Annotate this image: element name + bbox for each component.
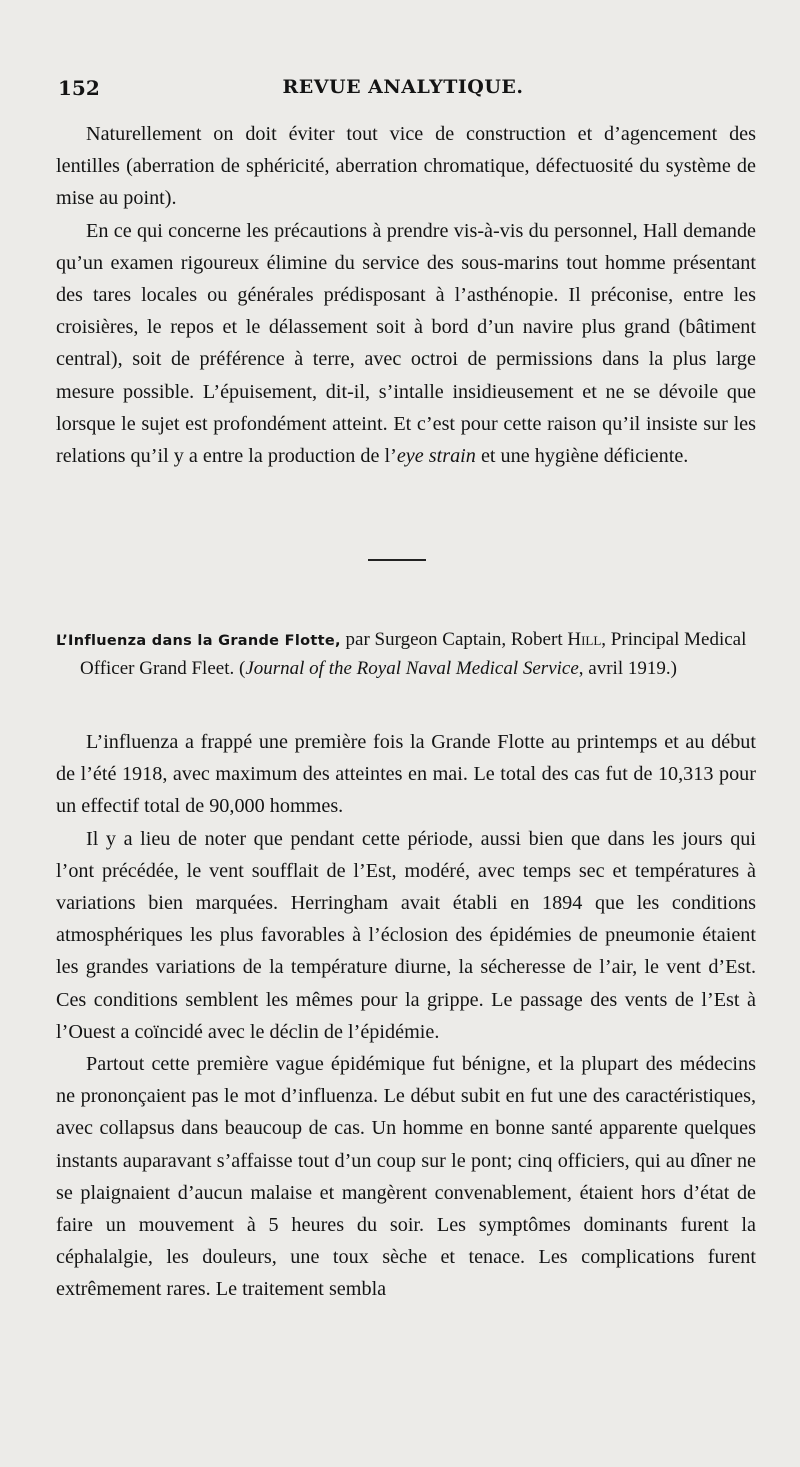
italic-term: eye strain <box>396 445 476 468</box>
publication-date: , avril 1919.) <box>578 658 677 679</box>
paragraph <box>56 215 756 473</box>
paragraph-text: En ce qui concerne les précautions à prendre vis-à-vis du personnel, Hall demande qu’un examen rigoureux élimine du service des sous-marins tout homme présentant des tares locales ou générales prédisposant à l’asthénopie. Il préconise, entre les croisières, le repos et le délassement soit à bord d’un navire plus grand (bâtiment central), soit de préférence à terre, avec octroi de permissions dans la plus large mesure possible. L’épuisement, dit-il, s’intalle insidieusement et ne se dévoile que lorsque le sujet est profondément atteint. Et c’est pour cette raison qu’il insiste sur les relations qu’il y a entre la production de l’ <box>56 219 756 468</box>
article-reference <box>56 626 756 683</box>
paragraph: Naturellement on doit éviter tout vice de construction et d’agencement des lentilles (aberration de sphéricité, aberration chromatique, défectuosité du système de mise au point). <box>56 123 756 210</box>
continued-section <box>56 118 756 472</box>
running-head <box>58 76 748 106</box>
paragraph: L’influenza a frappé une première fois la Grande Flotte au printemps et au début de l’été 1918, avec maximum des atteintes en mai. Le total des cas fut de 10,313 pour un effectif total de 90,000 hommes. <box>56 731 756 818</box>
page-number: 152 <box>58 76 100 100</box>
author-surname: Hill <box>567 629 602 650</box>
journal-name: Journal of the Royal Naval Medical Service <box>245 658 579 679</box>
paragraph: Il y a lieu de noter que pendant cette période, aussi bien que dans les jours qui l’ont précédée, le vent soufflait de l’Est, modéré, avec temps sec et températures à variations bien marquées. Herringham avait établi en 1894 que les conditions atmosphériques les plus favorables à l’éclosion des épidémies de pneumonie étaient les grandes variations de la température diurne, la sécheresse de l’air, le vent d’Est. Ces conditions semblent les mêmes pour la grippe. Le passage des vents de l’Est à l’Ouest a coïncidé avec le déclin de l’épidémie. <box>56 827 756 1043</box>
article-title: L’Influenza dans la Grande Flotte, <box>56 633 341 649</box>
paragraph: Partout cette première vague épidémique fut bénigne, et la plupart des médecins ne prononçaient pas le mot d’influenza. Le début subit en fut une des caractéristiques, avec collapsus dans beaucoup de cas. Un homme en bonne santé apparente quelques instants auparavant s’affaisse tout d’un coup sur le pont; cinq officiers, qui au dîner ne se plaignaient d’aucun malaise et mangèrent convenablement, étaient hors d’état de faire un mouvement à 5 heures du soir. Les symptômes dominants furent la céphalalgie, les douleurs, une toux sèche et tenace. Les complications furent extrêmement rares. Le traitement sembla <box>56 1053 756 1301</box>
article-body <box>56 726 756 1306</box>
paragraph-text: et une hygiène déficiente. <box>475 445 689 468</box>
author-role: , Principal Medical Officer Grand Fleet. ( <box>80 629 747 679</box>
running-title: REVUE ANALYTIQUE. <box>282 76 524 98</box>
section-separator <box>368 559 426 561</box>
author-prefix: par Surgeon Captain, Robert <box>340 629 568 650</box>
